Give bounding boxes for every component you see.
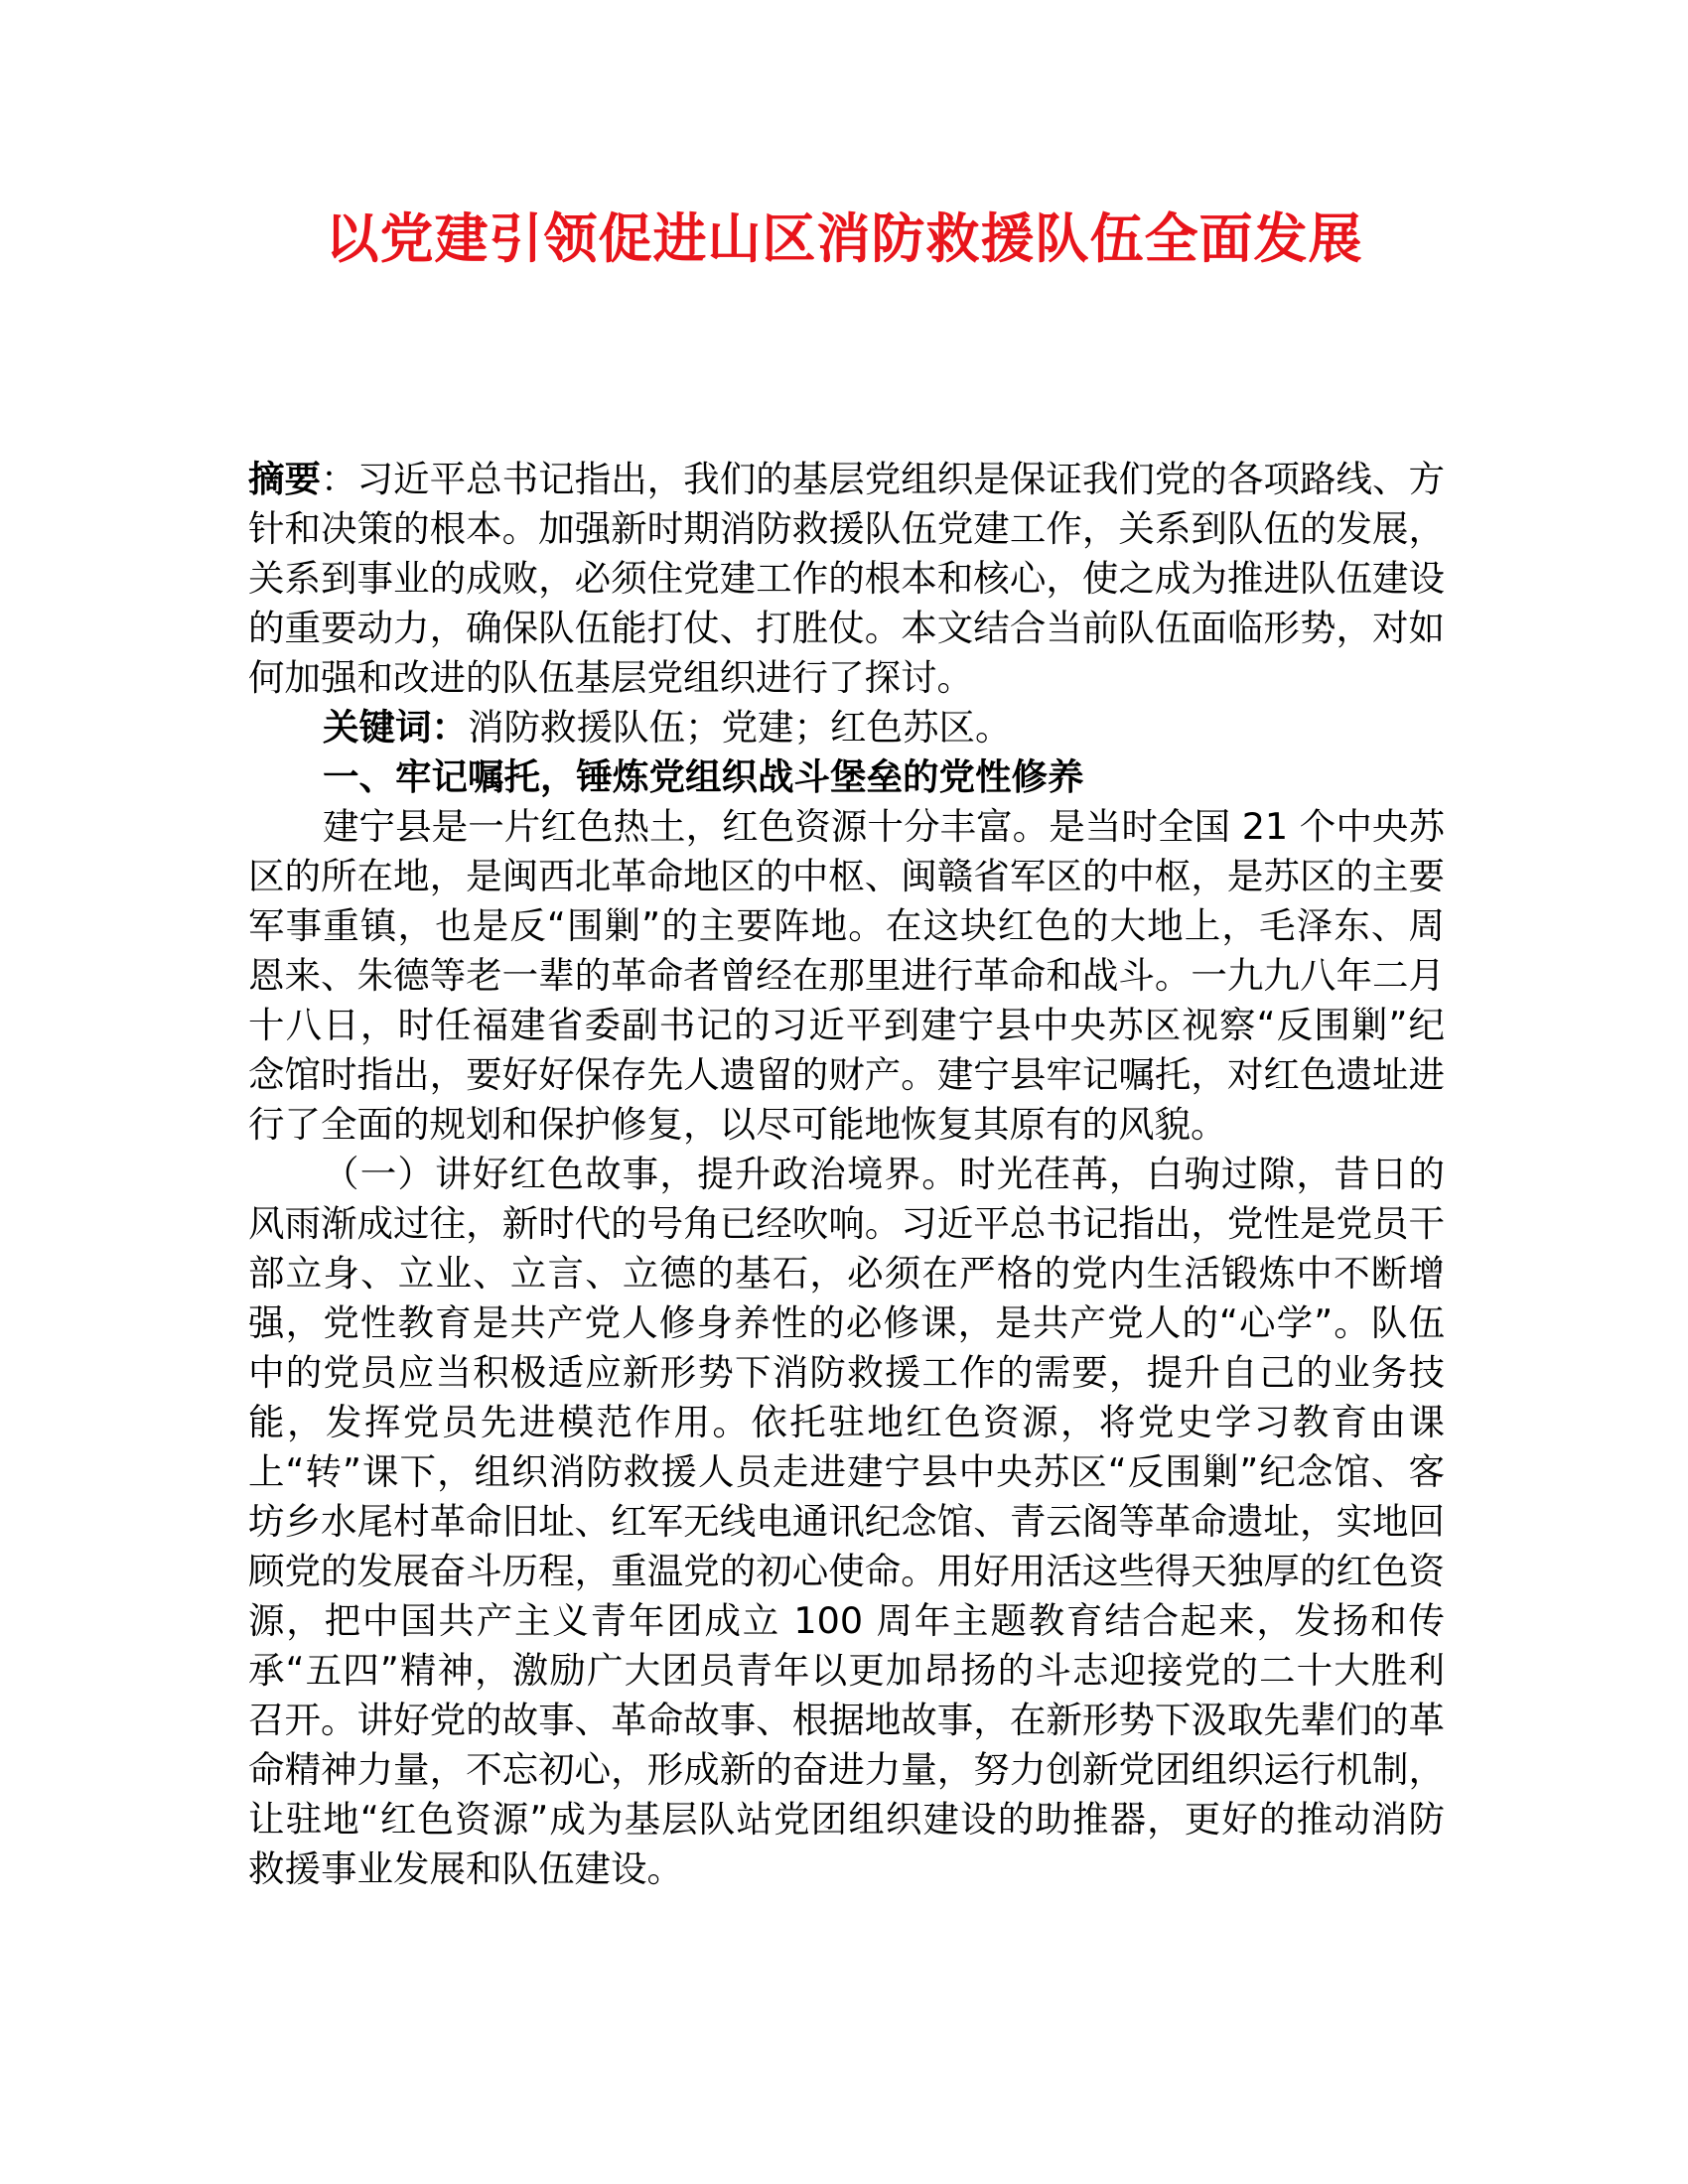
abstract-label: 摘要: [248, 458, 322, 500]
section-heading: 一、牢记嘱托，锤炼党组织战斗堡垒的党性修养: [323, 755, 1084, 798]
abstract-text: ：习近平总书记指出，我们的基层党组织是保证我们党的各项路线、方针和决策的根本。加强新时期消防救援队伍党建工作，关系到队伍的发展，关系到事业的成败，必须住党建工作的根本和核心，使之成为推进队伍建设的重要动力，确保队伍能打仗、打胜仗。本文结合当前队伍面临形势，对如何加强和改进的队伍基层党组织进行了探讨。: [248, 458, 1445, 699]
abstract-paragraph: [248, 455, 1445, 703]
document-body: [248, 455, 1445, 1894]
keywords-label: 关键词：: [323, 706, 468, 749]
keywords-text: 消防救援队伍；党建；红色苏区。: [468, 706, 1012, 749]
keywords-paragraph: [248, 703, 1445, 752]
body-paragraph: 建宁县是一片红色热土，红色资源十分丰富。是当时全国 21 个中央苏区的所在地，是闽西北革命地区的中枢、闽赣省军区的中枢，是苏区的主要军事重镇，也是反“围剿”的主要阵地。在这块红色的大地上，毛泽东、周恩来、朱德等老一辈的革命者曾经在那里进行革命和战斗。一九九八年二月十八日，时任福建省委副书记的习近平到建宁县中央苏区视察“反围剿”纪念馆时指出，要好好保存先人遗留的财产。建宁县牢记嘱托，对红色遗址进行了全面的规划和保护修复，以尽可能地恢复其原有的风貌。: [248, 805, 1445, 1146]
document-title: 以党建引领促进山区消防救援队伍全面发展: [325, 207, 1363, 270]
body-paragraph: （一）讲好红色故事，提升政治境界。时光荏苒，白驹过隙，昔日的风雨渐成过往，新时代的号角已经吹响。习近平总书记指出，党性是党员干部立身、立业、立言、立德的基石，必须在严格的党内生活锻炼中不断增强，党性教育是共产党人修身养性的必修课，是共产党人的“心学”。队伍中的党员应当积极适应新形势下消防救援工作的需要，提升自己的业务技能，发挥党员先进模范作用。依托驻地红色资源，将党史学习教育由课上“转”课下，组织消防救援人员走进建宁县中央苏区“反围剿”纪念馆、客坊乡水尾村革命旧址、红军无线电通讯纪念馆、青云阁等革命遗址，实地回顾党的发展奋斗历程，重温党的初心使命。用好用活这些得天独厚的红色资源，把中国共产主义青年团成立 100 周年主题教育结合起来，发扬和传承“五四”精神，激励广大团员青年以更加昂扬的斗志迎接党的二十大胜利召开。讲好党的故事、革命故事、根据地故事，在新形势下汲取先辈们的革命精神力量，不忘初心，形成新的奋进力量，努力创新党团组织运行机制，让驻地“红色资源”成为基层队站党团组织建设的助推器，更好的推动消防救援事业发展和队伍建设。: [248, 1153, 1445, 1890]
